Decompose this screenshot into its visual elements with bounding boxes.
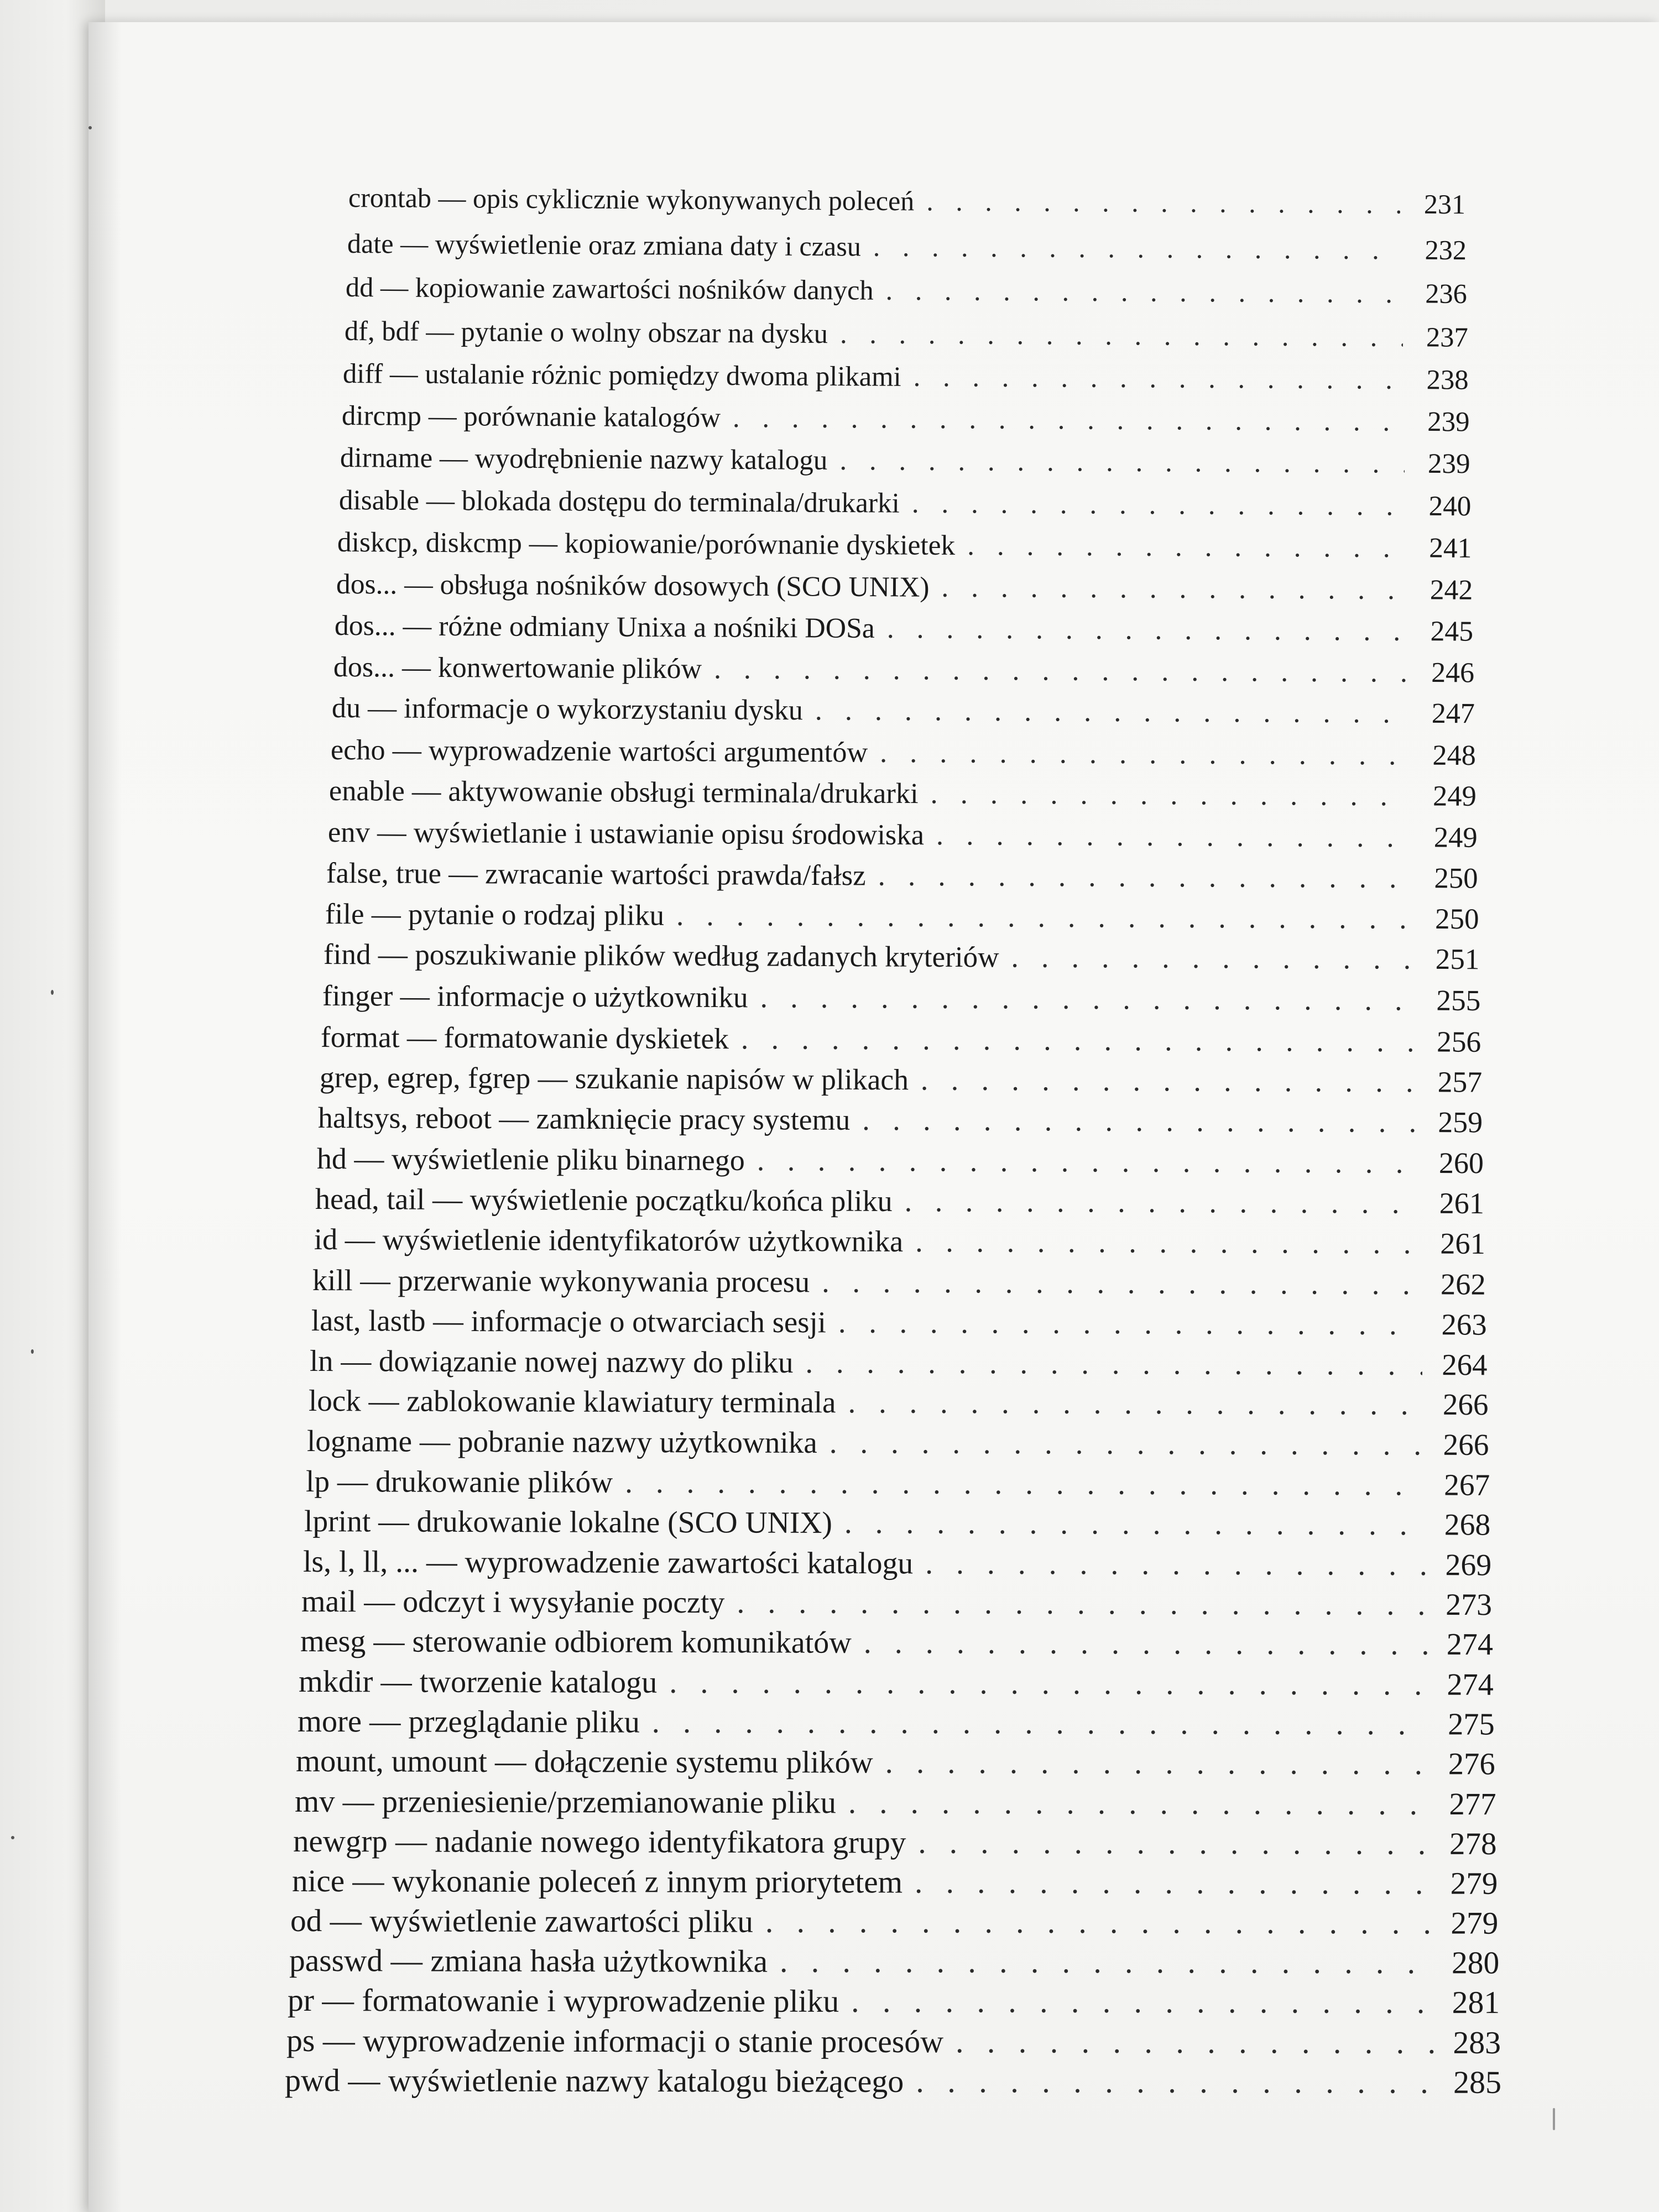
toc-entry-title: mesg — sterowanie odbiorem komunikatów	[300, 1624, 852, 1661]
toc-entry-title: pwd — wyświetlenie nazwy katalogu bieżącego	[284, 2062, 904, 2099]
dot-leader	[873, 231, 1401, 266]
toc-entry-title: finger — informacje o użytkowniku	[322, 979, 748, 1014]
dot-leader	[915, 1864, 1432, 1901]
toc-entry-title: hd — wyświetlenie pliku binarnego	[316, 1141, 745, 1177]
dot-leader	[732, 402, 1404, 438]
toc-entry-page-number: 264	[1442, 1347, 1488, 1381]
toc-entry-page-number: 238	[1426, 364, 1469, 395]
dot-leader	[911, 487, 1406, 523]
toc-entry-title: haltsys, reboot — zamknięcie pracy systemu	[317, 1101, 851, 1137]
toc-entry	[290, 1903, 1498, 1941]
toc-entry-title: newgrp — nadanie nowego identyfikatora grupy	[293, 1823, 906, 1860]
toc-entry-page-number: 285	[1453, 2064, 1502, 2100]
dot-leader	[885, 274, 1402, 310]
toc-entry	[300, 1624, 1493, 1662]
toc-entry-title: disable — blokada dostępu do terminala/drukarki	[338, 484, 900, 519]
dot-leader	[930, 778, 1411, 813]
dot-leader	[918, 1825, 1431, 1862]
toc-entry-page-number: 239	[1427, 448, 1470, 480]
dot-leader	[863, 1625, 1427, 1662]
toc-entry-page-number: 274	[1446, 1627, 1493, 1662]
toc-entry-page-number: 255	[1436, 984, 1480, 1018]
toc-entry-title: dos... — obsługa nośników dosowych (SCO UNIX)	[336, 568, 930, 603]
toc-entry-page-number: 236	[1425, 278, 1467, 310]
toc-entry	[333, 651, 1474, 692]
toc-entry-title: echo — wyprowadzenie wartości argumentów	[330, 733, 868, 769]
toc-entry-title: logname — pobranie nazwy użytkownika	[306, 1424, 817, 1460]
toc-entry-title: du — informacje o wykorzystaniu dysku	[331, 692, 804, 727]
toc-entry-title: lp — drukowanie plików	[305, 1464, 613, 1499]
toc-entry-title: more — przeglądanie pliku	[297, 1704, 640, 1740]
toc-entry	[330, 733, 1475, 774]
dot-leader	[905, 1184, 1419, 1220]
toc-entry	[288, 1983, 1500, 2020]
toc-entry	[307, 1423, 1489, 1463]
dot-leader	[844, 1505, 1425, 1542]
toc-entry	[326, 857, 1478, 898]
toc-entry-title: pr — formatowanie i wyprowadzenie pliku	[287, 1983, 839, 2019]
toc-entry-title: dircmp — porównanie katalogów	[341, 400, 721, 434]
toc-entry-title: dd — kopiowanie zawartości nośników danych	[345, 272, 874, 306]
toc-entry-title: dos... — różne odmiany Unixa a nośniki DOSa	[334, 609, 875, 644]
dot-leader	[879, 736, 1410, 772]
toc-entry-page-number: 245	[1430, 615, 1474, 648]
toc-entry-title: enable — aktywowanie obsługi terminala/drukarki	[328, 775, 919, 810]
toc-entry-page-number: 262	[1440, 1267, 1486, 1301]
toc-entry	[302, 1544, 1491, 1583]
toc-entry	[343, 357, 1469, 399]
toc-entry-title: mv — przeniesienie/przemianowanie pliku	[294, 1783, 836, 1820]
toc-entry	[335, 609, 1473, 651]
dot-leader	[839, 445, 1405, 480]
dot-leader	[838, 1305, 1421, 1342]
toc-entry	[294, 1783, 1496, 1822]
dot-leader	[915, 1224, 1420, 1260]
toc-entry-page-number: 269	[1444, 1547, 1491, 1582]
toc-entry-page-number: 280	[1451, 1945, 1499, 1981]
dot-leader	[625, 1464, 1425, 1502]
dot-leader	[765, 1904, 1433, 1942]
dot-leader	[916, 2063, 1436, 2101]
toc-entry-page-number: 261	[1439, 1186, 1485, 1220]
toc-entry	[348, 181, 1465, 223]
toc-entry-title: grep, egrep, fgrep — szukanie napisów w plikach	[319, 1061, 909, 1097]
toc-entry	[344, 315, 1468, 357]
toc-entry	[347, 227, 1466, 269]
toc-entry-page-number: 259	[1438, 1105, 1483, 1139]
toc-entry-title: nice — wykonanie poleceń z innym priorytetem	[291, 1863, 902, 1900]
toc-entry	[315, 1182, 1484, 1222]
toc-entry-page-number: 231	[1423, 188, 1466, 220]
toc-entry-title: df, bdf — pytanie o wolny obszar na dysku	[344, 315, 828, 349]
toc-entry-page-number: 279	[1451, 1906, 1499, 1941]
toc-entry-title: kill — przerwanie wykonywania procesu	[312, 1262, 810, 1299]
dot-leader	[862, 1103, 1417, 1139]
dot-leader	[669, 1665, 1428, 1702]
dot-leader	[955, 2023, 1435, 2061]
dot-leader	[851, 1983, 1434, 2020]
toc-entry-title: find — poszukiwanie plików według zadanych kryteriów	[323, 938, 999, 974]
toc-entry-page-number: 268	[1444, 1507, 1491, 1542]
toc-entry	[293, 1823, 1497, 1861]
toc-entry-title: lprint — drukowanie lokalne (SCO UNIX)	[304, 1504, 833, 1541]
toc-entry	[341, 400, 1469, 441]
toc-entry-page-number: 250	[1434, 902, 1479, 935]
toc-entry	[297, 1704, 1494, 1743]
toc-entry-page-number: 241	[1429, 532, 1472, 565]
dot-leader	[676, 899, 1413, 935]
toc-entry	[311, 1303, 1486, 1343]
dot-leader	[926, 185, 1400, 220]
toc-entry-page-number: 267	[1443, 1468, 1490, 1502]
toc-entry-title: mount, umount — dołączenie systemu plików	[295, 1744, 873, 1780]
toc-entry-title: od — wyświetlenie zawartości pliku	[290, 1903, 754, 1939]
dot-leader	[830, 1425, 1424, 1462]
toc-entry-page-number: 281	[1452, 1985, 1500, 2020]
toc-entry-title: head, tail — wyświetlenie początku/końca pliku	[315, 1182, 893, 1218]
toc-entry	[329, 774, 1477, 815]
toc-entry-title: ls, l, ll, ... — wyprowadzenie zawartości katalogu	[302, 1544, 913, 1580]
toc-entry-page-number: 276	[1448, 1747, 1495, 1782]
toc-entry-page-number: 242	[1430, 573, 1473, 606]
dot-leader	[848, 1785, 1431, 1822]
toc-entry-page-number: 232	[1424, 234, 1467, 266]
toc-entry-page-number: 261	[1439, 1227, 1485, 1260]
toc-entry	[299, 1664, 1494, 1703]
toc-entry-page-number: 275	[1447, 1707, 1495, 1742]
toc-entry	[319, 1060, 1481, 1100]
toc-entry-page-number: 251	[1435, 943, 1480, 976]
toc-entry-page-number: 237	[1426, 321, 1468, 353]
toc-entry-page-number: 250	[1434, 862, 1478, 895]
toc-entry-page-number: 263	[1441, 1307, 1487, 1342]
dot-leader	[848, 1385, 1423, 1422]
toc-entry	[291, 1863, 1498, 1901]
toc-entry-title: env — wyświetlanie i ustawianie opisu środowiska	[327, 816, 924, 851]
toc-entry-title: id — wyświetlenie identyfikatorów użytkownika	[314, 1222, 903, 1258]
toc-entry	[289, 1943, 1499, 1980]
dot-leader	[967, 529, 1406, 564]
dot-leader	[925, 1546, 1426, 1583]
toc-entry-title: diff — ustalanie różnic pomiędzy dwoma plikami	[342, 358, 901, 392]
toc-entry-page-number: 277	[1448, 1786, 1496, 1822]
toc-entry-page-number: 273	[1446, 1587, 1493, 1623]
toc-entry-page-number: 246	[1431, 656, 1474, 689]
dot-leader	[737, 1585, 1427, 1623]
toc-entry	[324, 938, 1480, 978]
toc-entry-page-number: 256	[1436, 1025, 1481, 1058]
toc-entry-page-number: 274	[1447, 1667, 1494, 1702]
toc-entry	[314, 1222, 1485, 1262]
dot-leader	[805, 1345, 1422, 1382]
toc-entry-title: diskcp, diskcmp — kopiowanie/porównanie dyskietek	[337, 526, 956, 562]
toc-entry-title: false, true — zwracanie wartości prawda/fałsz	[326, 857, 866, 892]
toc-entry	[325, 898, 1479, 938]
toc-entry-page-number: 266	[1442, 1387, 1489, 1422]
dot-leader	[741, 1021, 1416, 1058]
toc-entry-page-number: 249	[1432, 780, 1477, 813]
toc-entry-page-number: 257	[1437, 1065, 1482, 1099]
toc-entry	[321, 1020, 1481, 1060]
toc-entry-page-number: 248	[1432, 739, 1476, 772]
toc-entry	[296, 1744, 1495, 1782]
toc-entry-title: ln — dowiązanie nowej nazwy do pliku	[309, 1343, 794, 1379]
toc-entry-title: format — formatowanie dyskietek	[320, 1020, 729, 1055]
toc-entry	[337, 526, 1472, 567]
dot-leader	[914, 361, 1404, 395]
dot-leader	[822, 1264, 1421, 1301]
toc-entry	[286, 2022, 1500, 2059]
toc-entry-title: date — wyświetlenie oraz zmiana daty i czasu	[347, 227, 861, 262]
toc-entry	[318, 1100, 1483, 1140]
toc-entry	[346, 271, 1467, 313]
toc-entry	[322, 979, 1480, 1019]
toc-entry-page-number: 279	[1450, 1866, 1498, 1901]
toc-entry	[316, 1141, 1483, 1181]
dot-leader	[887, 612, 1408, 648]
toc-entry-page-number: 266	[1443, 1427, 1489, 1462]
toc-entry-title: lock — zablokowanie klawiatury terminala	[308, 1384, 836, 1420]
dot-leader	[1011, 941, 1414, 976]
dot-leader	[920, 1063, 1416, 1099]
dot-leader	[651, 1704, 1429, 1742]
toc-entry-title: crontab — opis cyklicznie wykonywanych poleceń	[348, 182, 915, 217]
dot-leader	[757, 1143, 1418, 1180]
toc-entry	[312, 1262, 1486, 1302]
toc-entry	[308, 1383, 1488, 1422]
toc-entry-page-number: 249	[1433, 821, 1478, 854]
dot-leader	[878, 859, 1413, 894]
dot-leader	[839, 317, 1402, 353]
dot-leader	[779, 1943, 1433, 1980]
toc-entry-title: mkdir — tworzenie katalogu	[298, 1664, 658, 1700]
toc-entry	[285, 2062, 1501, 2099]
dot-leader	[941, 571, 1407, 606]
dot-leader	[815, 695, 1410, 730]
toc-entry-page-number: 260	[1438, 1146, 1484, 1180]
toc-entry-title: file — pytanie o rodzaj pliku	[325, 898, 664, 932]
dot-leader	[936, 818, 1412, 854]
dot-leader	[713, 653, 1408, 688]
toc-entry	[340, 442, 1470, 483]
toc-entry-title: last, lastb — informacje o otwarciach sesji	[311, 1303, 826, 1339]
toc-entry-title: passwd — zmiana hasła użytkownika	[289, 1943, 768, 1979]
toc-entry	[301, 1584, 1492, 1623]
toc-entry-title: dirname — wyodrębnienie nazwy katalogu	[340, 442, 828, 477]
toc-entry-page-number: 283	[1452, 2025, 1501, 2061]
toc-entry-page-number: 240	[1428, 491, 1472, 523]
dot-leader	[885, 1745, 1430, 1781]
toc-entry-title: mail — odczyt i wysyłanie poczty	[301, 1584, 725, 1620]
toc-entry-page-number: 247	[1431, 698, 1475, 730]
toc-entry-title: ps — wyprowadzenie informacji o stanie procesów	[286, 2022, 943, 2060]
toc-entry	[336, 568, 1473, 609]
toc-entry	[304, 1504, 1490, 1543]
toc-entry	[332, 692, 1475, 733]
toc-entry-title: dos... — konwertowanie plików	[333, 651, 702, 685]
toc-entry-page-number: 239	[1427, 406, 1470, 438]
toc-entry	[310, 1343, 1488, 1383]
toc-entry	[338, 484, 1471, 525]
dot-leader	[760, 981, 1415, 1018]
toc-entry	[305, 1464, 1489, 1503]
toc-entry	[327, 816, 1477, 857]
toc-entry-page-number: 278	[1449, 1826, 1497, 1861]
